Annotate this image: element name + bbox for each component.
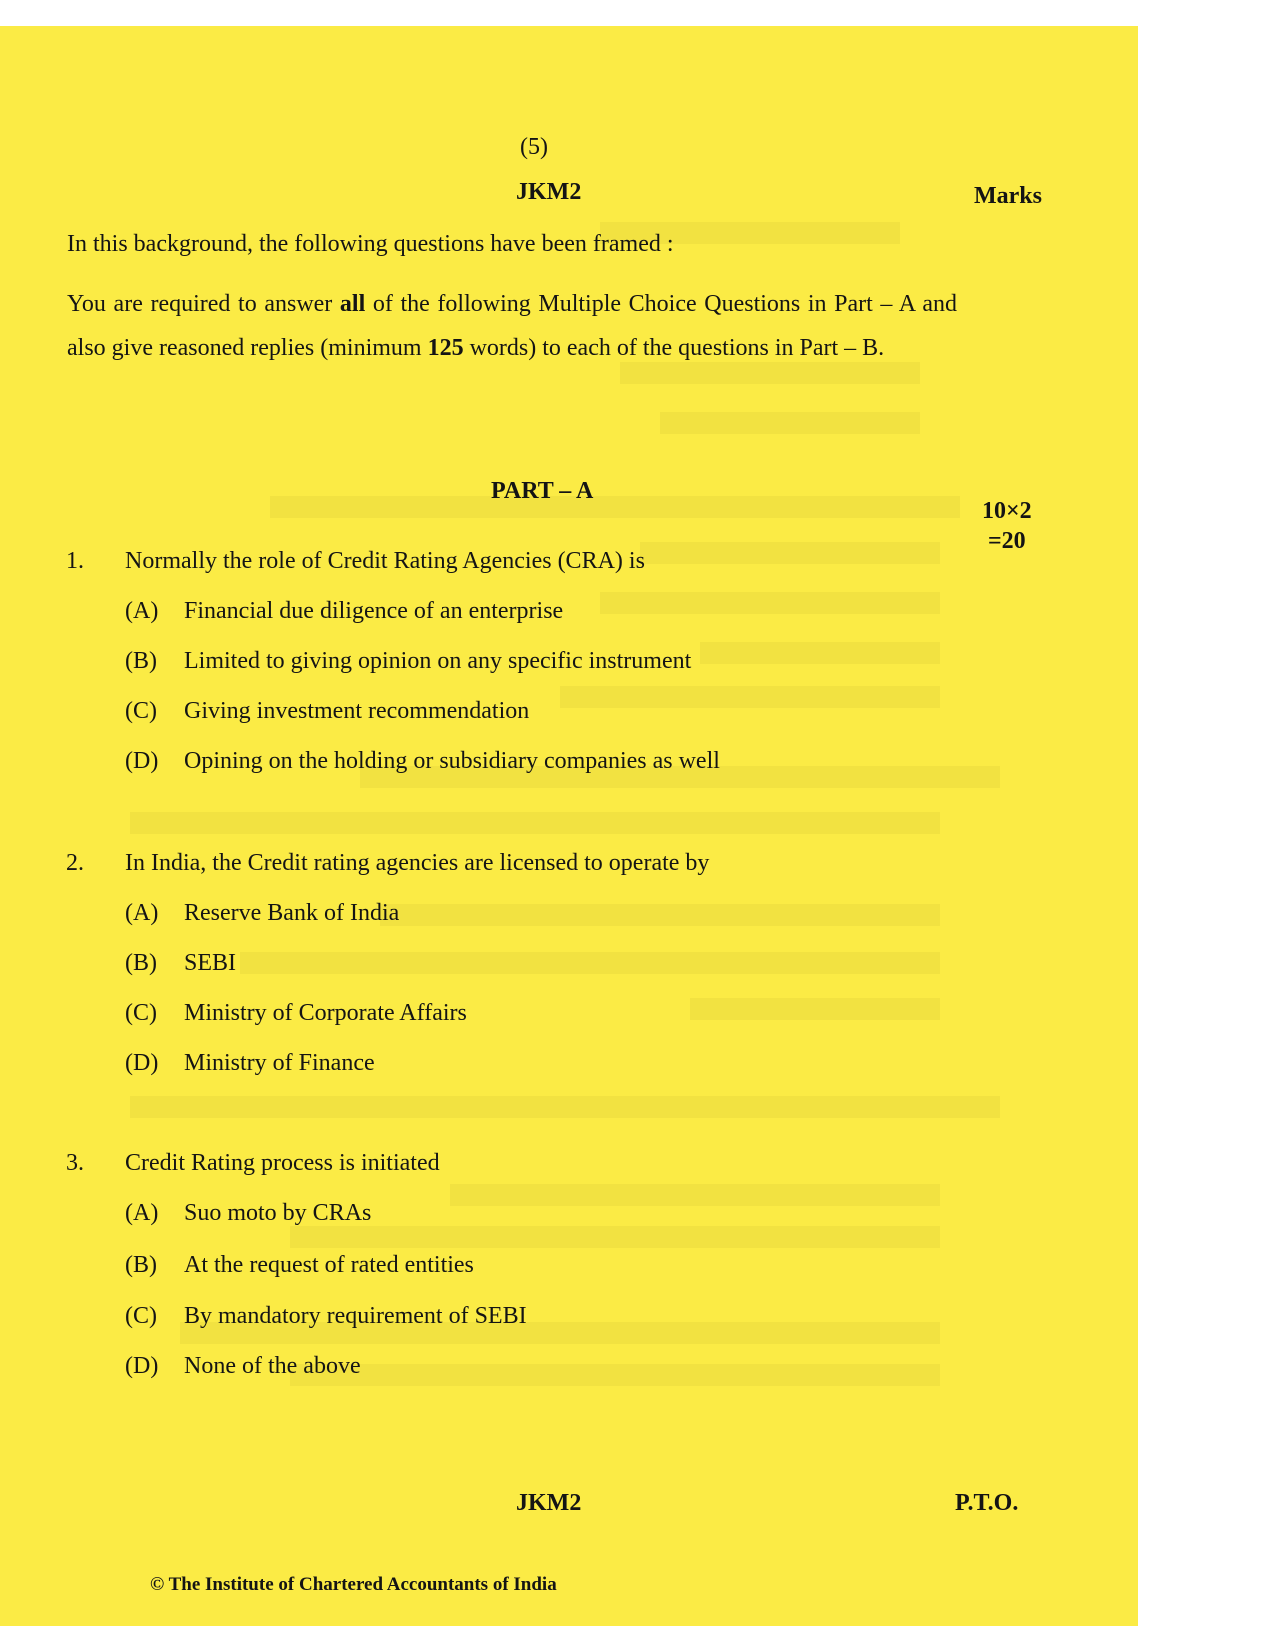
- option-text: Limited to giving opinion on any specific instrument: [184, 648, 692, 674]
- marks-column-heading: Marks: [974, 183, 1042, 209]
- option-letter: (A): [125, 598, 159, 624]
- emphasis-word-count: 125: [427, 335, 464, 361]
- question-number: 1.: [66, 548, 84, 574]
- paper-code-footer: JKM2: [516, 1490, 582, 1516]
- option-text: Ministry of Corporate Affairs: [184, 1000, 467, 1026]
- option-text: Reserve Bank of India: [184, 900, 400, 926]
- option-text: Giving investment recommendation: [184, 698, 530, 724]
- option-letter: (D): [125, 748, 159, 774]
- option-letter: (B): [125, 648, 157, 674]
- option-text: None of the above: [184, 1353, 361, 1379]
- option-letter: (C): [125, 1000, 157, 1026]
- option-letter: (B): [125, 950, 157, 976]
- option-text: Ministry of Finance: [184, 1050, 375, 1076]
- option-letter: (C): [125, 698, 157, 724]
- marks-line-2: =20: [988, 528, 1026, 554]
- option-text: Financial due diligence of an enterprise: [184, 598, 564, 624]
- marks-line-1: 10×2: [982, 498, 1032, 524]
- option-text: At the request of rated entities: [184, 1252, 474, 1278]
- option-text: Opining on the holding or subsidiary companies as well: [184, 748, 720, 774]
- question-text: Credit Rating process is initiated: [125, 1150, 440, 1176]
- option-text: SEBI: [184, 950, 237, 976]
- option-letter: (C): [125, 1303, 157, 1329]
- paper-code-header: JKM2: [516, 179, 582, 205]
- page-number: (5): [520, 134, 548, 160]
- please-turn-over: P.T.O.: [955, 1490, 1019, 1516]
- part-marks: [982, 496, 1032, 556]
- option-text: By mandatory requirement of SEBI: [184, 1303, 527, 1329]
- option-letter: (A): [125, 900, 159, 926]
- question-number: 3.: [66, 1150, 84, 1176]
- option-letter: (D): [125, 1050, 159, 1076]
- part-title: PART – A: [491, 478, 594, 504]
- intro-line: In this background, the following questions have been framed :: [67, 231, 674, 257]
- instructions-paragraph: You are required to answer all of the following Multiple Choice Questions in Part – A and also give reasoned replies (minimum 125 words) to each of the questions in Part – B.: [67, 291, 957, 361]
- question-text: Normally the role of Credit Rating Agencies (CRA) is: [125, 548, 645, 574]
- emphasis-all: all: [339, 291, 366, 317]
- option-letter: (A): [125, 1200, 159, 1226]
- question-text: In India, the Credit rating agencies are licensed to operate by: [125, 850, 710, 876]
- option-text: Suo moto by CRAs: [184, 1200, 372, 1226]
- copyright-notice: © The Institute of Chartered Accountants of India: [150, 1574, 557, 1595]
- option-letter: (B): [125, 1252, 157, 1278]
- option-letter: (D): [125, 1353, 159, 1379]
- question-number: 2.: [66, 850, 84, 876]
- exam-page: [0, 26, 1138, 1626]
